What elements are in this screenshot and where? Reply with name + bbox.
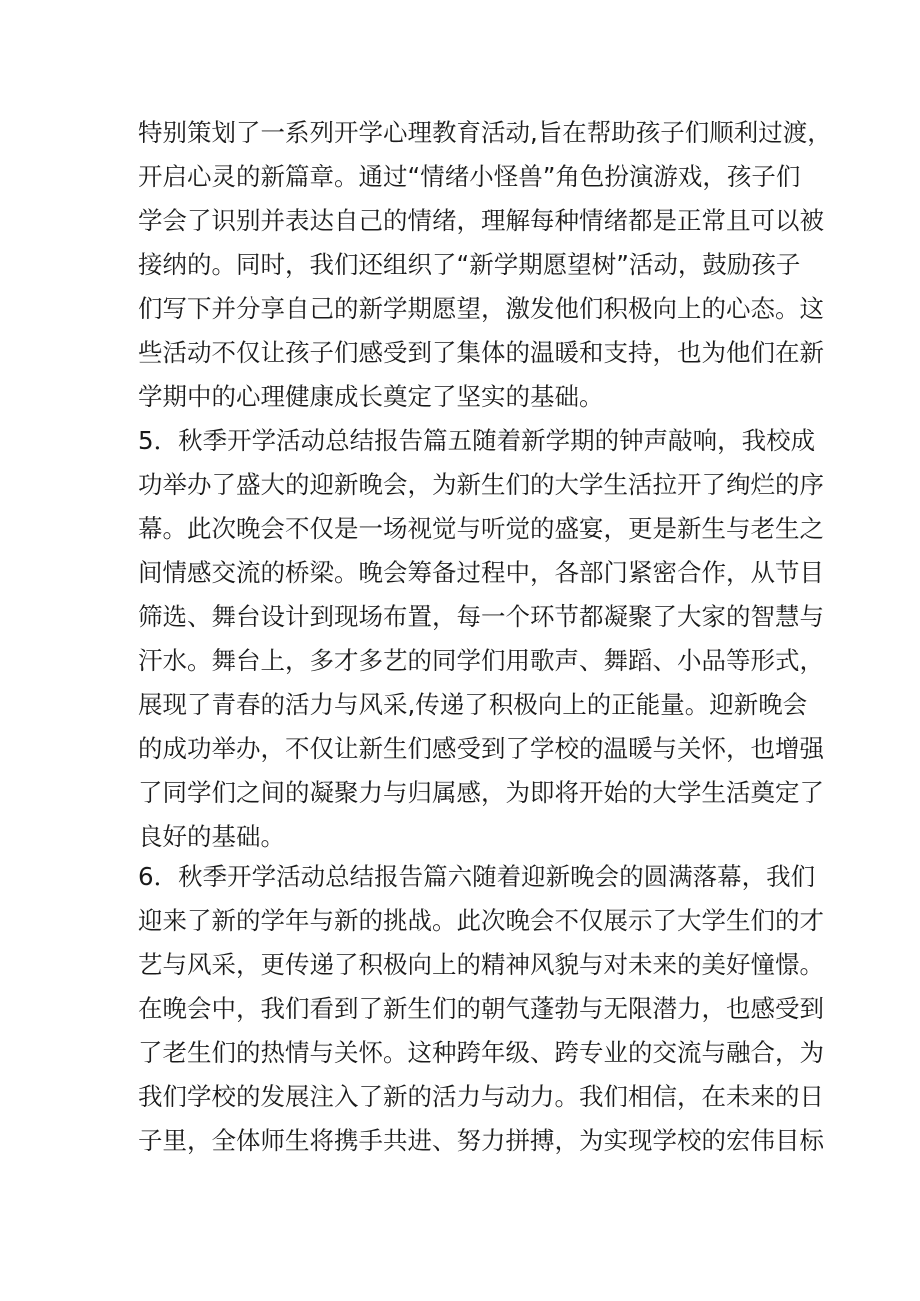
text-line: 开启心灵的新篇章。通过“情绪小怪兽”角色扮演游戏，孩子们 (138, 162, 801, 191)
section-heading-line: 6．秋季开学活动总结报告篇六随着迎新晚会的圆满落幕，我们 (138, 862, 816, 891)
text-line: 迎来了新的学年与新的挑战。此次晚会不仅展示了大学生们的才 (138, 906, 824, 935)
text-line: 间情感交流的桥梁。晚会筹备过程中，各部门紧密合作，从节目 (138, 558, 824, 587)
text-line: 幕。此次晚会不仅是一场视觉与听觉的盛宴，更是新生与老生之 (138, 514, 824, 543)
section-heading-line: 5．秋季开学活动总结报告篇五随着新学期的钟声敲响，我校成 (138, 426, 816, 455)
text-line: 些活动不仅让孩子们感受到了集体的温暖和支持，也为他们在新 (138, 338, 824, 367)
text-line: 学期中的心理健康成长奠定了坚实的基础。 (138, 382, 604, 411)
text-line: 接纳的。同时，我们还组织了“新学期愿望树”活动，鼓励孩子 (138, 250, 801, 279)
text-line: 了老生们的热情与关怀。这种跨年级、跨专业的交流与融合，为 (138, 1038, 824, 1067)
text-line: 展现了青春的活力与风采,传递了积极向上的正能量。迎新晚会 (138, 690, 808, 719)
text-line: 我们学校的发展注入了新的活力与动力。我们相信，在未来的日 (138, 1082, 824, 1111)
text-line: 的成功举办，不仅让新生们感受到了学校的温暖与关怀，也增强 (138, 734, 824, 763)
text-line: 功举办了盛大的迎新晚会，为新生们的大学生活拉开了绚烂的序 (138, 470, 824, 499)
text-line: 了同学们之间的凝聚力与归属感，为即将开始的大学生活奠定了 (138, 778, 824, 807)
text-line: 学会了识别并表达自己的情绪，理解每种情绪都是正常且可以被 (138, 206, 824, 235)
text-line: 特别策划了一系列开学心理教育活动,旨在帮助孩子们顺利过渡， (138, 118, 832, 147)
text-line: 良好的基础。 (138, 822, 285, 851)
text-line: 在晚会中，我们看到了新生们的朝气蓬勃与无限潜力，也感受到 (138, 994, 824, 1023)
text-line: 筛选、舞台设计到现场布置，每一个环节都凝聚了大家的智慧与 (138, 602, 824, 631)
text-line: 艺与风采，更传递了积极向上的精神风貌与对未来的美好憧憬。 (138, 950, 824, 979)
text-line: 们写下并分享自己的新学期愿望，激发他们积极向上的心态。这 (138, 294, 824, 323)
text-line: 子里，全体师生将携手共进、努力拼搏，为实现学校的宏伟目标 (138, 1126, 824, 1155)
text-line: 汗水。舞台上，多才多艺的同学们用歌声、舞蹈、小品等形式， (138, 646, 824, 675)
